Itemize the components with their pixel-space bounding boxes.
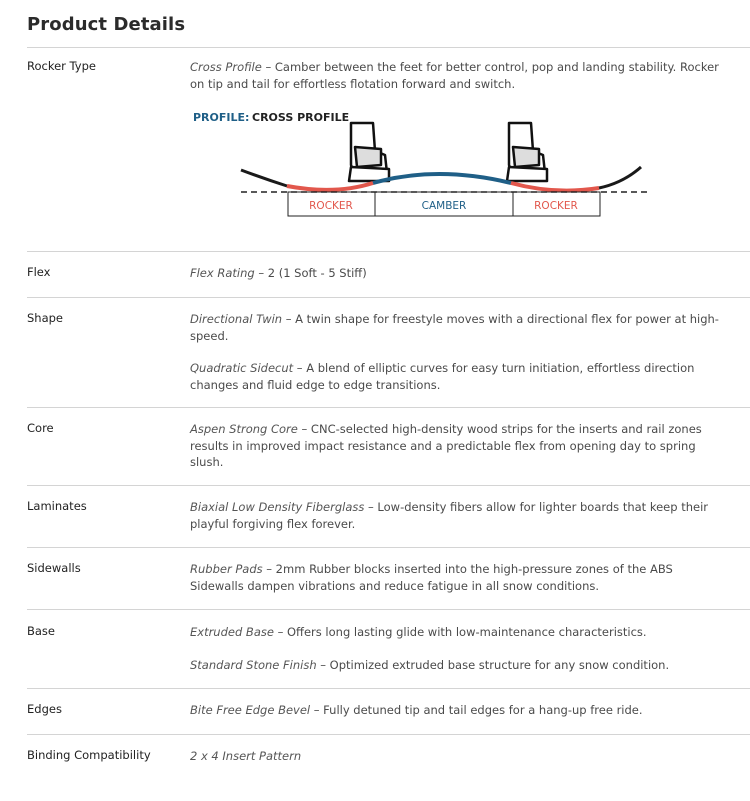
- diagram-heading-prefix: PROFILE:: [193, 111, 250, 124]
- spec-term: Flex Rating: [190, 266, 255, 280]
- spec-term: 2 x 4 Insert Pattern: [190, 749, 302, 763]
- spec-value: [190, 561, 730, 594]
- spec-term: Bite Free Edge Bevel: [190, 703, 311, 717]
- spec-label: Sidewalls: [27, 561, 81, 575]
- board-rocker-left: [287, 183, 373, 190]
- board-camber: [373, 174, 511, 183]
- board-rocker-right: [511, 183, 599, 191]
- spec-label: Binding Compatibility: [27, 748, 151, 762]
- spec-text: – A twin shape for freestyle moves with a directional flex for power at high-speed.: [190, 312, 719, 343]
- spec-label: Rocker Type: [27, 59, 96, 73]
- spec-term: Rubber Pads: [190, 562, 263, 576]
- zone-label-rocker-right: ROCKER: [534, 200, 578, 212]
- spec-value: [190, 59, 730, 92]
- spec-text: – Optimized extruded base structure for any snow condition.: [316, 657, 670, 672]
- spec-term: Standard Stone Finish: [190, 657, 317, 672]
- spec-text: – A blend of elliptic curves for easy turn initiation, effortless direction changes and fluid edge to edge transitions.: [190, 361, 695, 392]
- row-divider: [27, 251, 750, 252]
- spec-value: [190, 702, 730, 719]
- diagram-heading-value: CROSS PROFILE: [252, 111, 350, 124]
- zone-label-camber: CAMBER: [421, 200, 467, 212]
- spec-value: [190, 624, 730, 673]
- title-divider: [27, 47, 750, 48]
- spec-label: Laminates: [27, 499, 87, 513]
- spec-label: Flex: [27, 265, 51, 279]
- cross-profile-diagram: [165, 107, 665, 227]
- zone-label-rocker-left: ROCKER: [309, 200, 353, 212]
- row-divider: [27, 609, 750, 610]
- spec-value: [190, 311, 730, 393]
- spec-label: Base: [27, 624, 56, 638]
- right-binding-icon: [507, 123, 547, 181]
- row-divider: [27, 485, 750, 486]
- row-divider: [27, 547, 750, 548]
- spec-value: [190, 421, 730, 471]
- left-binding-icon: [349, 123, 389, 181]
- row-divider: [27, 688, 750, 689]
- spec-label: Edges: [27, 702, 62, 716]
- row-divider: [27, 297, 750, 298]
- spec-value: [190, 499, 730, 532]
- spec-text: – Low-density fibers allow for lighter boards that keep their playful forgiving flex forever.: [190, 500, 708, 531]
- page-title: Product Details: [27, 14, 186, 35]
- spec-label: Shape: [27, 311, 64, 325]
- spec-text: – Fully detuned tip and tail edges for a hang-up free ride.: [310, 703, 643, 717]
- spec-term: Biaxial Low Density Fiberglass: [190, 500, 365, 514]
- spec-label: Core: [27, 421, 54, 435]
- spec-text: – Offers long lasting glide with low-maintenance characteristics.: [273, 625, 647, 639]
- spec-term: Aspen Strong Core: [190, 422, 298, 436]
- spec-term: Quadratic Sidecut: [190, 361, 294, 375]
- spec-value: [190, 265, 730, 282]
- row-divider: [27, 407, 750, 408]
- spec-text: – 2mm Rubber blocks inserted into the high-pressure zones of the ABS Sidewalls dampen vibrations and reduce fatigue in all snow conditions.: [190, 562, 673, 593]
- row-divider: [27, 734, 750, 735]
- spec-term: Extruded Base: [190, 625, 274, 639]
- spec-term: Directional Twin: [190, 312, 283, 326]
- spec-text: – Camber between the feet for better control, pop and landing stability. Rocker on tip and tail for effortless flotation forward and switch.: [190, 60, 719, 91]
- spec-value: [190, 748, 730, 765]
- spec-term: Cross Profile: [190, 60, 262, 74]
- board-tip-left: [241, 170, 287, 186]
- board-tip-right: [599, 167, 641, 188]
- spec-text: – CNC-selected high-density wood strips for the inserts and rail zones results in improved impact resistance and a predictable flex from opening day to spring slush.: [190, 422, 702, 469]
- spec-text: – 2 (1 Soft - 5 Stiff): [254, 266, 367, 280]
